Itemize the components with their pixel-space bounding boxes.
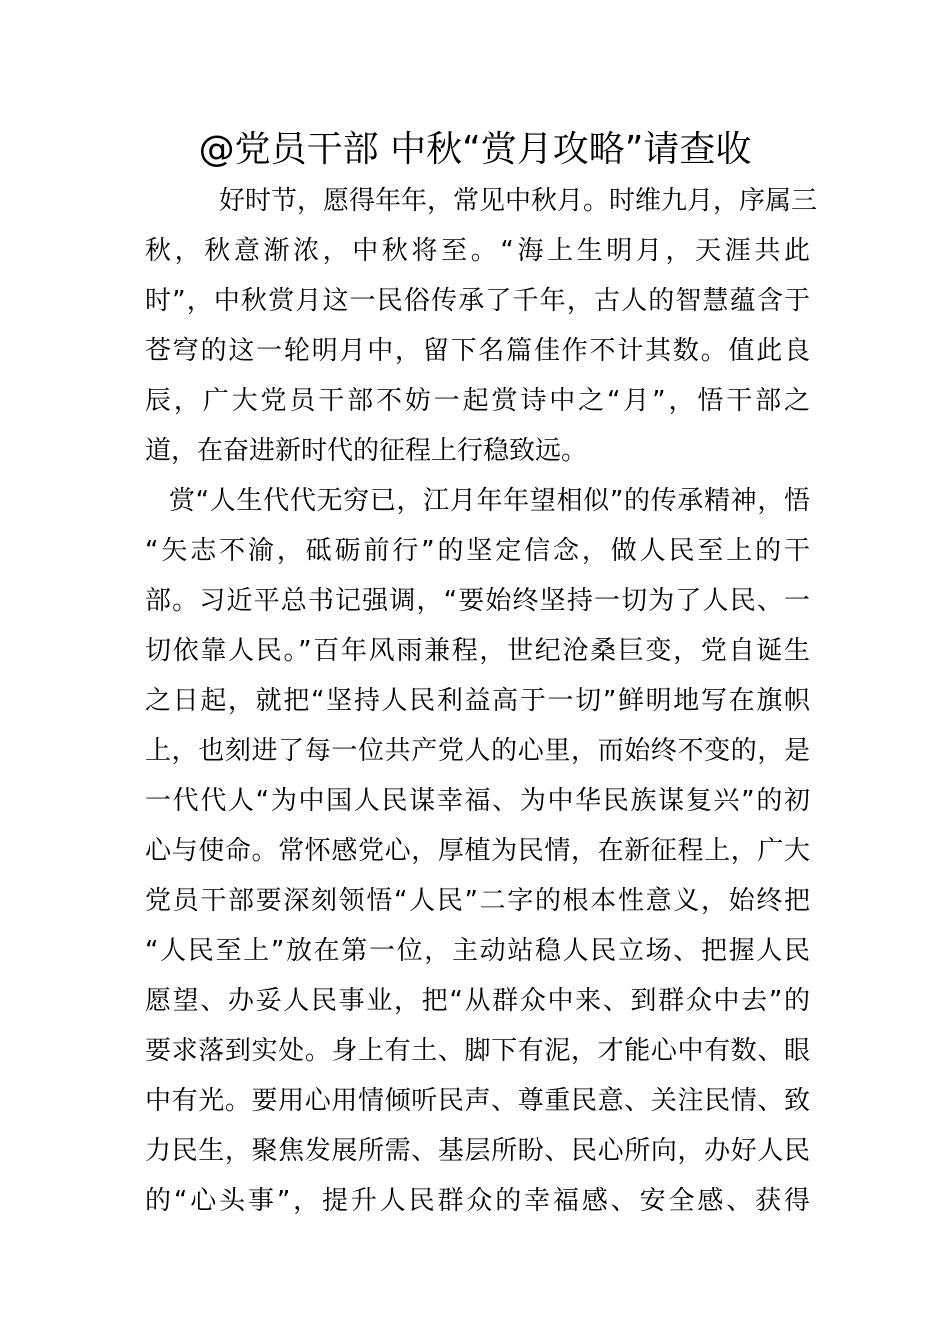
paragraph-1 [145, 176, 818, 476]
text-line: 之日起，就把“坚持人民利益高于一切”鲜明地写在旗帜 [145, 686, 810, 716]
text-line: 好时节，愿得年年，常见中秋月。时维九月，序属三 [219, 186, 818, 216]
text-line: 秋，秋意渐浓，中秋将至。“海上生明月，天涯共此 [145, 236, 810, 266]
text-line: 一代代人“为中国人民谋幸福、为中华民族谋复兴”的初 [145, 786, 810, 816]
document-title: @党员干部 中秋“赏月攻略”请查收 [198, 129, 752, 170]
text-line: 苍穹的这一轮明月中，留下名篇佳作不计其数。值此良 [145, 336, 810, 366]
text-line: 辰，广大党员干部不妨一起赏诗中之“月”，悟干部之 [145, 386, 810, 416]
text-line: 党员干部要深刻领悟“人民”二字的根本性意义，始终把 [145, 886, 810, 916]
text-line: 力民生，聚焦发展所需、基层所盼、民心所向，办好人民 [145, 1136, 810, 1166]
text-line: 中有光。要用心用情倾听民声、尊重民意、关注民情、致 [145, 1086, 810, 1116]
text-line: 部。习近平总书记强调，“要始终坚持一切为了人民、一 [145, 586, 810, 616]
text-line: 心与使命。常怀感党心，厚植为民情，在新征程上，广大 [145, 836, 810, 866]
text-line: “人民至上”放在第一位，主动站稳人民立场、把握人民 [145, 936, 810, 966]
document-body [145, 176, 818, 1226]
text-line: 道，在奋进新时代的征程上行稳致远。 [145, 436, 588, 466]
text-line: 赏“人生代代无穷已，江月年年望相似”的传承精神，悟 [169, 486, 810, 516]
text-line: 的“心头事”，提升人民群众的幸福感、安全感、获得 [145, 1186, 810, 1216]
paragraph-2 [145, 476, 810, 1226]
text-line: “矢志不渝，砥砺前行”的坚定信念，做人民至上的干 [145, 536, 810, 566]
text-line: 切依靠人民。”百年风雨兼程，世纪沧桑巨变，党自诞生 [145, 636, 810, 666]
text-line: 上，也刻进了每一位共产党人的心里，而始终不变的，是 [145, 736, 810, 766]
text-line: 时”，中秋赏月这一民俗传承了千年，古人的智慧蕴含于 [145, 286, 810, 316]
text-line: 要求落到实处。身上有土、脚下有泥，才能心中有数、眼 [145, 1036, 810, 1066]
text-line: 愿望、办妥人民事业，把“从群众中来、到群众中去”的 [145, 986, 810, 1016]
